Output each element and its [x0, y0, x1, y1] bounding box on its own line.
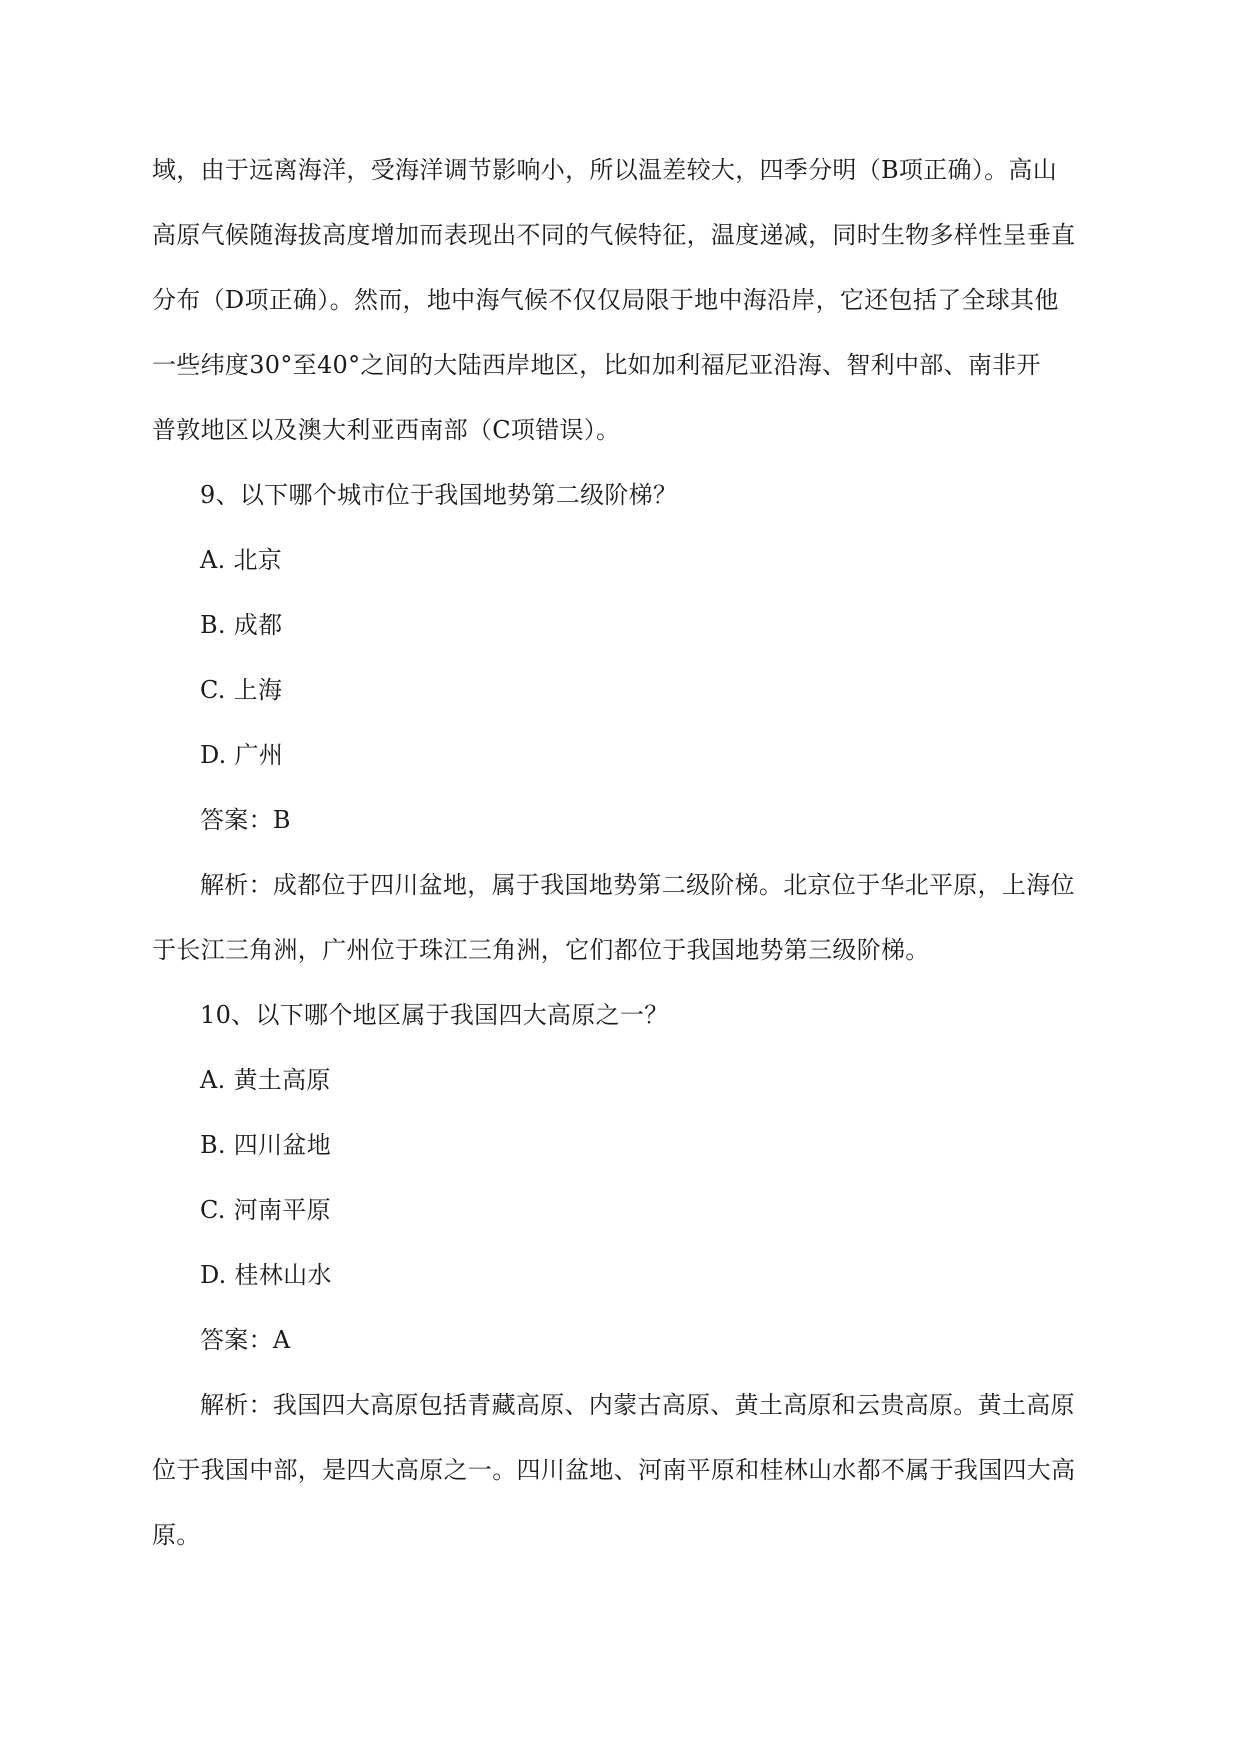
- option-d: D. 广州: [200, 741, 284, 769]
- analysis-line: 解析：我国四大高原包括青藏高原、内蒙古高原、黄土高原和云贵高原。黄土高原: [200, 1391, 1075, 1419]
- question-10: [152, 983, 1094, 1568]
- answer: 答案：A: [200, 1326, 291, 1354]
- analysis-line: 原。: [152, 1521, 201, 1549]
- question-stem: 10、以下哪个地区属于我国四大高原之一？: [200, 1001, 669, 1029]
- document-page: [152, 138, 1094, 1568]
- text-line: 域，由于远离海洋，受海洋调节影响小，所以温差较大，四季分明（B项正确）。高山: [152, 156, 1058, 184]
- text-line: 高原气候随海拔高度增加而表现出不同的气候特征，温度递减，同时生物多样性呈垂直: [152, 221, 1076, 249]
- option-a: A. 黄土高原: [200, 1066, 331, 1094]
- text-line: 普敦地区以及澳大利亚西南部（C项错误）。: [152, 416, 621, 444]
- answer: 答案：B: [200, 806, 291, 834]
- option-b: B. 成都: [200, 611, 283, 639]
- previous-analysis-continuation: [152, 138, 1094, 463]
- option-d: D. 桂林山水: [200, 1261, 332, 1289]
- analysis-line: 解析：成都位于四川盆地，属于我国地势第二级阶梯。北京位于华北平原，上海位: [200, 871, 1075, 899]
- option-c: C. 河南平原: [200, 1196, 331, 1224]
- question-9: [152, 463, 1094, 983]
- text-line: 一些纬度30°至40°之间的大陆西岸地区，比如加利福尼亚沿海、智利中部、南非开: [152, 351, 1041, 379]
- option-b: B. 四川盆地: [200, 1131, 331, 1159]
- question-stem: 9、以下哪个城市位于我国地势第二级阶梯？: [200, 481, 678, 509]
- option-a: A. 北京: [200, 546, 283, 574]
- analysis-line: 于长江三角洲，广州位于珠江三角洲，它们都位于我国地势第三级阶梯。: [152, 936, 930, 964]
- option-c: C. 上海: [200, 676, 283, 704]
- analysis-line: 位于我国中部，是四大高原之一。四川盆地、河南平原和桂林山水都不属于我国四大高: [152, 1456, 1076, 1484]
- text-line: 分布（D项正确）。然而，地中海气候不仅仅局限于地中海沿岸，它还包括了全球其他: [152, 286, 1059, 314]
